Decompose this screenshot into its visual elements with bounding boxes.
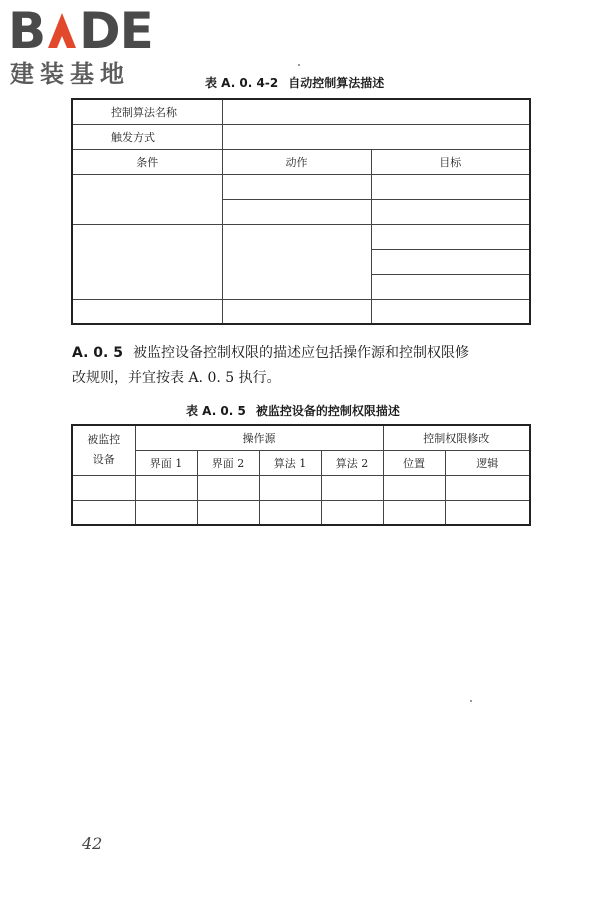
table-row [72, 174, 530, 199]
algorithm-name-label: 控制算法名称 [72, 99, 222, 124]
table-cell [197, 475, 259, 500]
table2-caption [186, 402, 400, 419]
logo-subtitle: 建装基地 [10, 60, 130, 88]
table-row [72, 299, 530, 324]
table-cell [445, 500, 530, 525]
trigger-mode-label: 触发方式 [72, 124, 222, 149]
table1-caption [205, 74, 384, 91]
table-cell [222, 199, 371, 224]
scan-speck [298, 64, 300, 66]
device-header-line2: 设备 [92, 453, 115, 467]
page-number: 42 [82, 834, 103, 853]
table-cell [222, 174, 371, 199]
table-cell [371, 249, 530, 274]
table-cell [222, 224, 371, 299]
table-subheader-row [72, 450, 530, 475]
table-cell [72, 174, 222, 224]
table1-caption-title: 自动控制算法描述 [288, 76, 385, 90]
table-row [72, 475, 530, 500]
table-row [72, 500, 530, 525]
table-cell [135, 475, 197, 500]
table-cell [72, 224, 222, 299]
table-cell [371, 199, 530, 224]
table-row [72, 124, 530, 149]
algorithm-table [71, 98, 531, 325]
table-row [72, 99, 530, 124]
algorithm-name-value [222, 99, 530, 124]
logo-wordmark: B DE [8, 2, 153, 60]
table-cell [259, 475, 321, 500]
algorithm-2-header: 算法 2 [321, 450, 383, 475]
table2-caption-title: 被监控设备的控制权限描述 [255, 404, 400, 418]
scan-speck [470, 700, 472, 702]
condition-header: 条件 [72, 149, 222, 174]
target-header: 目标 [371, 149, 530, 174]
clause-text-line2: 改规则，并宜按表 A. 0. 5 执行。 [72, 370, 281, 386]
table-header-row [72, 149, 530, 174]
clause-a05-paragraph [72, 341, 542, 391]
table-cell [371, 299, 530, 324]
interface-1-header: 界面 1 [135, 450, 197, 475]
table-cell [259, 500, 321, 525]
permission-table [71, 424, 531, 526]
table-cell [222, 299, 371, 324]
logo [8, 2, 178, 92]
logic-header: 逻辑 [445, 450, 530, 475]
table1-caption-label: 表 A. 0. 4-2 [205, 76, 279, 90]
trigger-mode-value [222, 124, 530, 149]
location-header: 位置 [383, 450, 445, 475]
table-cell [135, 500, 197, 525]
action-header: 动作 [222, 149, 371, 174]
algorithm-1-header: 算法 1 [259, 450, 321, 475]
clause-text-line1: 被监控设备控制权限的描述应包括操作源和控制权限修 [132, 345, 469, 361]
table-row [72, 224, 530, 249]
table-cell [321, 500, 383, 525]
table-cell [371, 274, 530, 299]
table-header-row [72, 425, 530, 450]
interface-2-header: 界面 2 [197, 450, 259, 475]
table-cell [371, 174, 530, 199]
table2-caption-label: 表 A. 0. 5 [186, 404, 246, 418]
table-cell [72, 475, 135, 500]
table-cell [383, 500, 445, 525]
logo-a-triangle [45, 8, 79, 48]
device-header-line1: 被监控 [87, 433, 121, 447]
table-cell [321, 475, 383, 500]
permission-modify-header: 控制权限修改 [383, 425, 530, 450]
table-cell [72, 500, 135, 525]
table-cell [383, 475, 445, 500]
clause-number: A. 0. 5 [72, 345, 123, 361]
table-cell [445, 475, 530, 500]
table-cell [197, 500, 259, 525]
table-cell [72, 299, 222, 324]
operation-source-header: 操作源 [135, 425, 383, 450]
table-cell [371, 224, 530, 249]
monitored-device-header [72, 425, 135, 475]
